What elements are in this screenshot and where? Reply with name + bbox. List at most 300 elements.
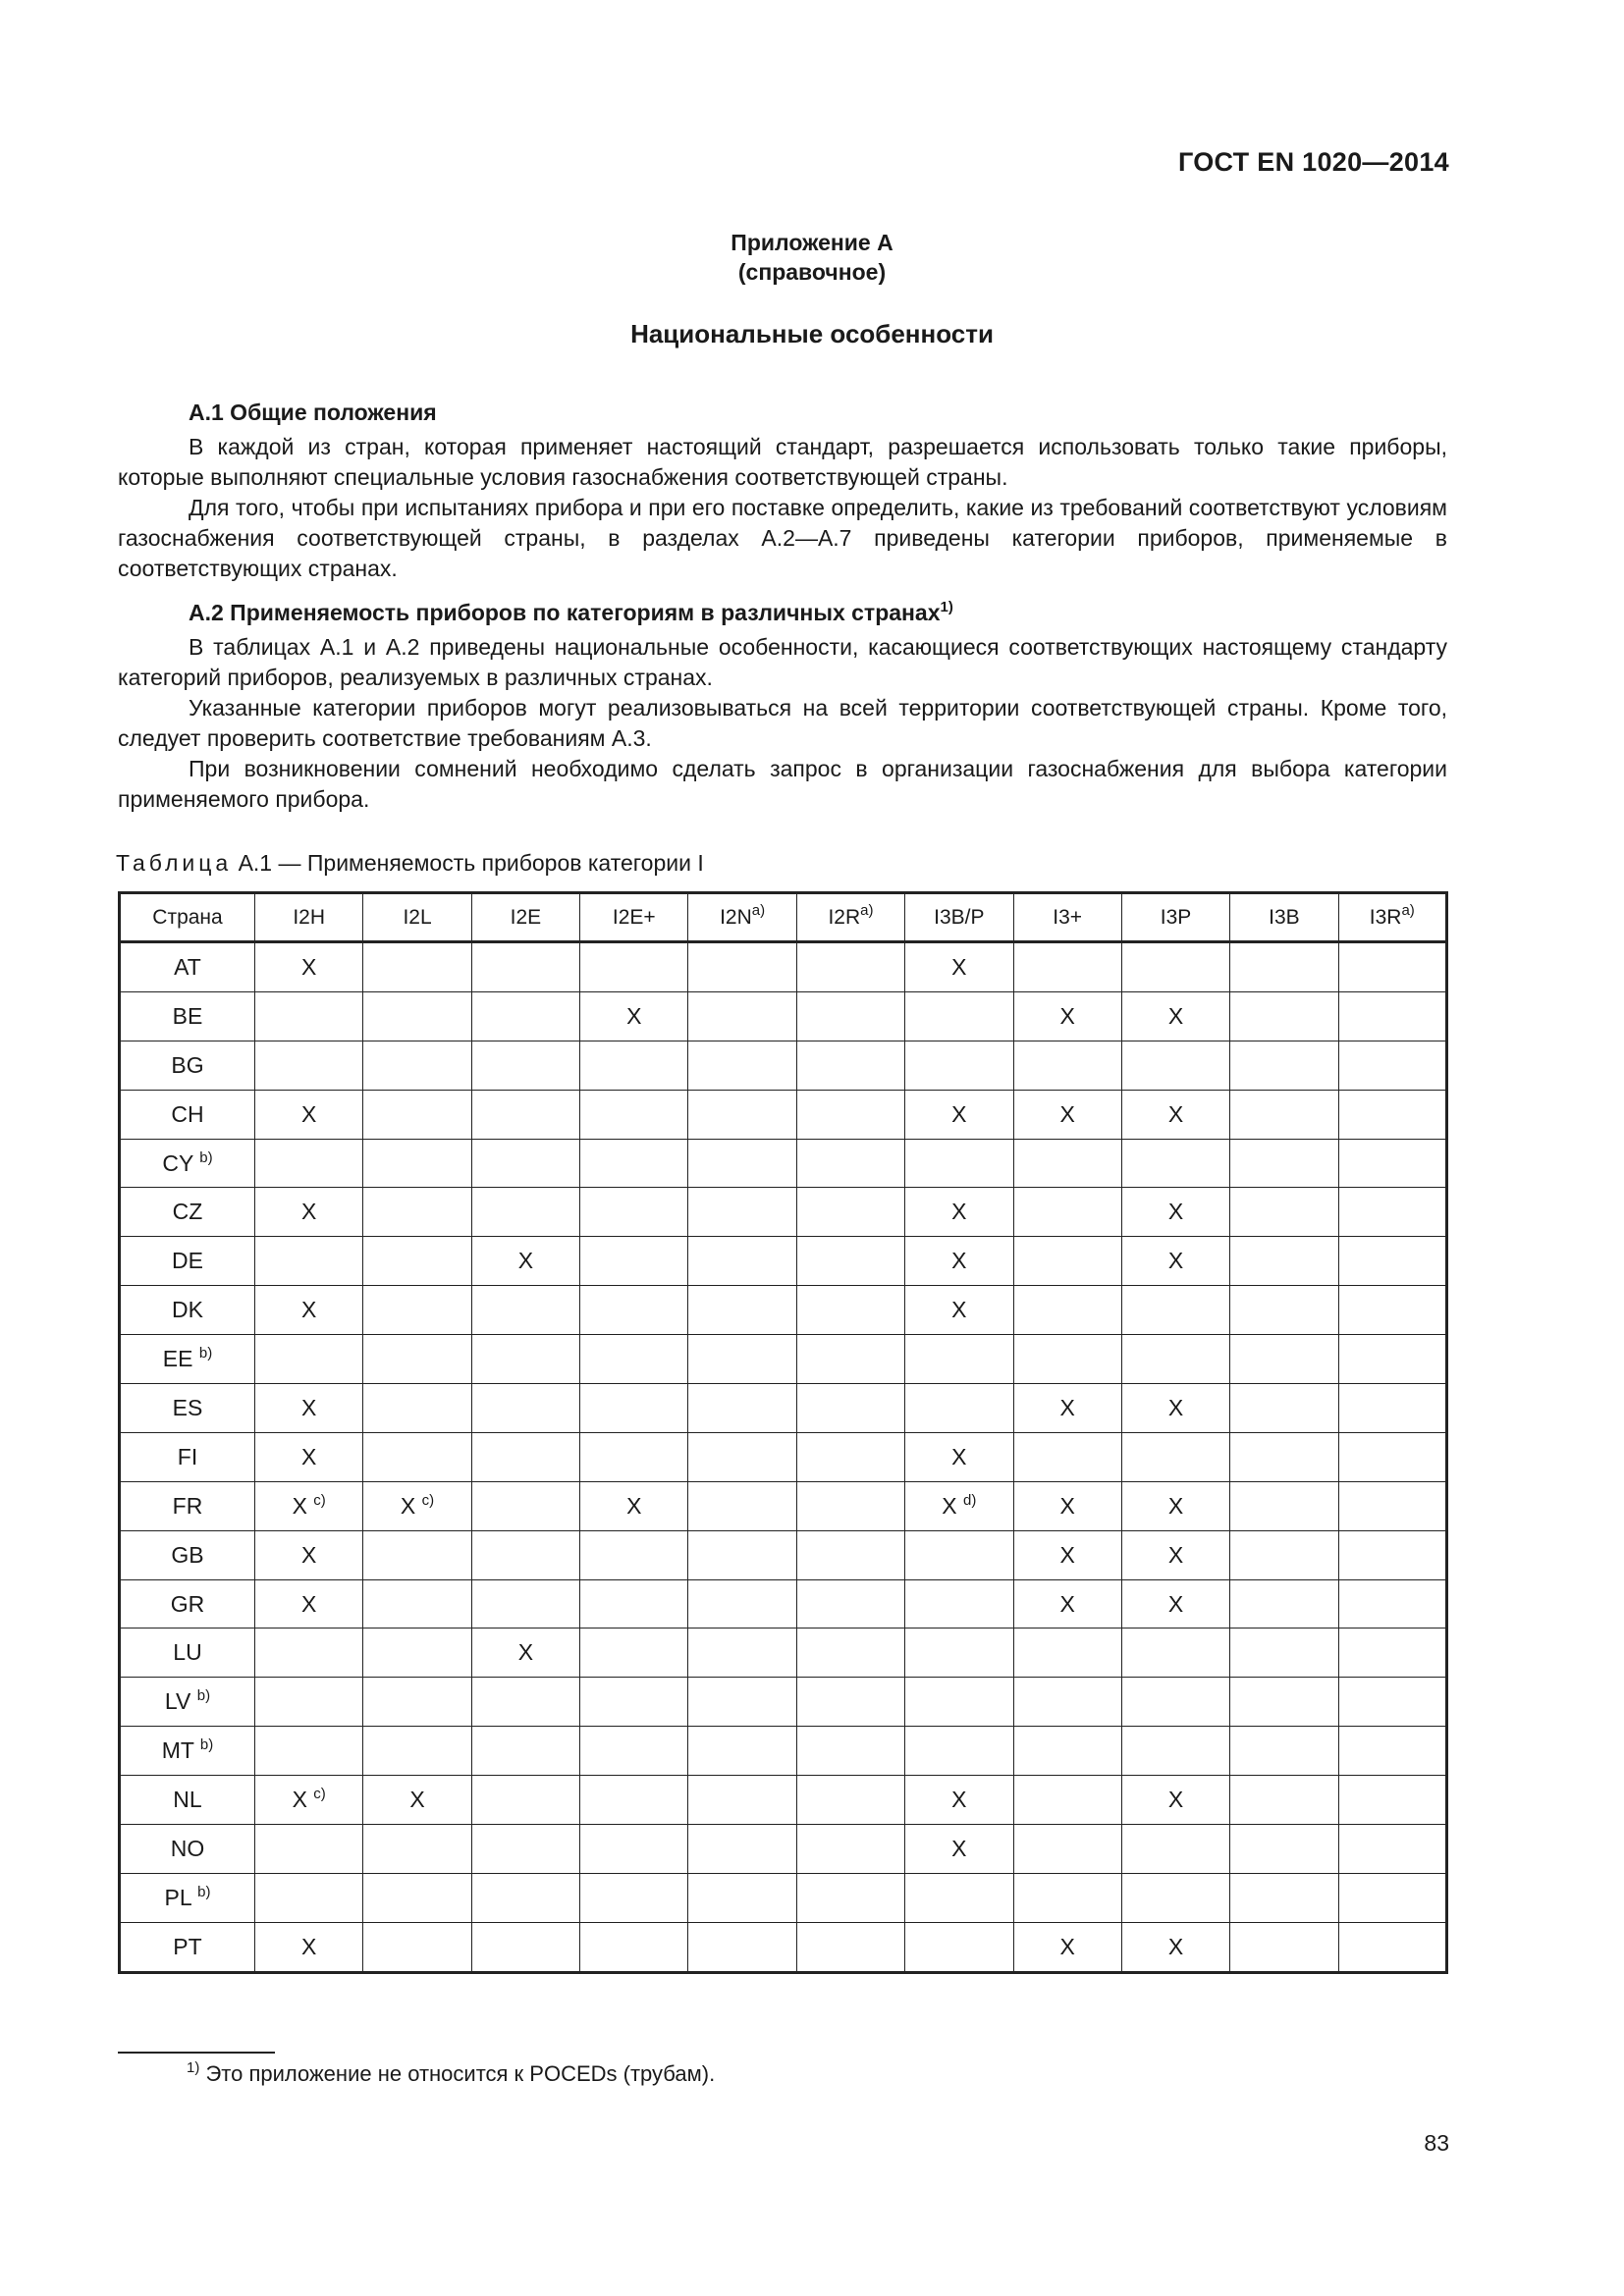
- category-cell: [1121, 1286, 1229, 1335]
- category-cell: [1338, 942, 1446, 992]
- table-row: [120, 1188, 1447, 1237]
- footnote-marker: 1): [187, 2059, 200, 2076]
- category-cell: [1230, 1432, 1338, 1481]
- category-cell: [1013, 1825, 1121, 1874]
- category-cell: [1230, 1873, 1338, 1922]
- category-cell: [363, 1237, 471, 1286]
- category-cell: [1230, 1481, 1338, 1530]
- column-header-category: $I2R^{a)}$: [796, 893, 904, 942]
- category-cell: [1013, 1188, 1121, 1237]
- category-cell: [796, 1873, 904, 1922]
- paragraph: Указанные категории приборов могут реализовываться на всей территории соответствующей страны. Кроме того, следует проверить соответствие требованиям А.3.: [118, 695, 1447, 751]
- category-cell: [1121, 1041, 1229, 1090]
- category-cell: X: [1013, 991, 1121, 1041]
- category-cell: X: [580, 991, 688, 1041]
- category-cell: [1230, 1579, 1338, 1629]
- category-cell: [471, 1873, 579, 1922]
- category-cell: [1230, 1678, 1338, 1727]
- category-cell: [580, 1579, 688, 1629]
- category-cell: [363, 1090, 471, 1139]
- category-cell: [1338, 1825, 1446, 1874]
- country-cell: PT: [120, 1922, 255, 1972]
- category-cell: [796, 991, 904, 1041]
- category-cell: X: [905, 1776, 1013, 1825]
- category-cell: [688, 1286, 796, 1335]
- country-cell: EE $^{b)}$: [120, 1335, 255, 1384]
- paragraph: Для того, чтобы при испытаниях прибора и при его поставке определить, какие из требований соответствуют условиям газоснабжения соответствующей страны, в разделах А.2—А.7 приведены категории приборов, применяемые в соответствующих странах.: [118, 495, 1447, 581]
- category-cell: [255, 1139, 363, 1188]
- category-cell: [688, 1481, 796, 1530]
- country-cell: NL: [120, 1776, 255, 1825]
- table-caption-text: А.1 — Применяемость приборов категории I: [238, 850, 704, 876]
- category-cell: X: [1013, 1384, 1121, 1433]
- category-cell: [1338, 1727, 1446, 1776]
- footnote-ref: 1): [940, 599, 953, 615]
- country-cell: FI: [120, 1432, 255, 1481]
- category-cell: [580, 1237, 688, 1286]
- category-cell: X: [1121, 1237, 1229, 1286]
- category-cell: X: [1121, 1579, 1229, 1629]
- category-cell: [796, 1629, 904, 1678]
- category-cell: [471, 1530, 579, 1579]
- category-cell: [580, 942, 688, 992]
- category-cell: X: [905, 1286, 1013, 1335]
- note-ref: a): [751, 901, 766, 919]
- category-cell: [1230, 1041, 1338, 1090]
- category-cell: [1121, 1139, 1229, 1188]
- paragraph: В каждой из стран, которая применяет настоящий стандарт, разрешается использовать только такие приборы, которые выполняют специальные условия газоснабжения соответствующей страны.: [118, 434, 1447, 490]
- category-cell: X $^{c)}$: [255, 1481, 363, 1530]
- category-cell: [688, 1873, 796, 1922]
- category-cell: [905, 1678, 1013, 1727]
- column-header-category: I2E: [471, 893, 579, 942]
- category-cell: [1121, 942, 1229, 992]
- note-ref: d): [963, 1491, 977, 1509]
- category-cell: [1230, 1530, 1338, 1579]
- table-row: [120, 991, 1447, 1041]
- table-row: [120, 1335, 1447, 1384]
- category-cell: [471, 942, 579, 992]
- category-cell: [1338, 1579, 1446, 1629]
- category-cell: [471, 1825, 579, 1874]
- table-row: [120, 1727, 1447, 1776]
- category-cell: [688, 991, 796, 1041]
- category-cell: [255, 1237, 363, 1286]
- category-cell: X: [1121, 1090, 1229, 1139]
- column-header-category: I3+: [1013, 893, 1121, 942]
- category-cell: [796, 1432, 904, 1481]
- category-cell: [363, 1041, 471, 1090]
- column-header-category: I2H: [255, 893, 363, 942]
- category-cell: [1230, 1384, 1338, 1433]
- note-ref: b): [199, 1148, 213, 1166]
- table-row: [120, 1286, 1447, 1335]
- category-cell: [1013, 1432, 1121, 1481]
- note-ref: a): [1401, 901, 1415, 919]
- category-cell: X: [1121, 1481, 1229, 1530]
- table-row: [120, 942, 1447, 992]
- category-cell: [905, 1335, 1013, 1384]
- country-cell: FR: [120, 1481, 255, 1530]
- column-header-category: I2E+: [580, 893, 688, 942]
- table-row: [120, 1922, 1447, 1972]
- category-cell: [905, 1629, 1013, 1678]
- category-cell: [1338, 1384, 1446, 1433]
- category-cell: [796, 1922, 904, 1972]
- category-cell: [796, 1384, 904, 1433]
- category-cell: [688, 1530, 796, 1579]
- category-cell: [1013, 1335, 1121, 1384]
- category-cell: [580, 1041, 688, 1090]
- category-cell: [1338, 991, 1446, 1041]
- category-cell: X: [1013, 1530, 1121, 1579]
- column-header-country: Страна: [120, 893, 255, 942]
- category-cell: [1338, 1188, 1446, 1237]
- body-text: [118, 398, 1447, 815]
- category-cell: X: [1013, 1481, 1121, 1530]
- note-ref: c): [421, 1491, 435, 1509]
- category-cell: [905, 1139, 1013, 1188]
- note-ref: b): [197, 1883, 211, 1900]
- page-number: 83: [1424, 2130, 1449, 2156]
- category-cell: [1013, 1727, 1121, 1776]
- category-cell: X: [255, 942, 363, 992]
- category-cell: [580, 1432, 688, 1481]
- category-cell: [1230, 1139, 1338, 1188]
- paragraph: При возникновении сомнений необходимо сделать запрос в организации газоснабжения для выбора категории применяемого прибора.: [118, 756, 1447, 812]
- category-cell: [1230, 1090, 1338, 1139]
- category-cell: [363, 1579, 471, 1629]
- table-row: [120, 1873, 1447, 1922]
- country-cell: BG: [120, 1041, 255, 1090]
- category-cell: X: [1121, 1776, 1229, 1825]
- category-cell: [471, 1335, 579, 1384]
- table-row: [120, 1432, 1447, 1481]
- category-cell: X: [1121, 1384, 1229, 1433]
- category-cell: X: [1121, 991, 1229, 1041]
- table-row: [120, 1579, 1447, 1629]
- table-caption: [116, 850, 704, 877]
- category-cell: X: [363, 1776, 471, 1825]
- category-cell: [905, 1384, 1013, 1433]
- category-cell: [1230, 1629, 1338, 1678]
- table-row: [120, 1237, 1447, 1286]
- category-cell: [688, 1629, 796, 1678]
- table-row: [120, 1629, 1447, 1678]
- column-header-category: I2L: [363, 893, 471, 942]
- category-cell: [796, 942, 904, 992]
- category-cell: [471, 1384, 579, 1433]
- category-cell: [1230, 1335, 1338, 1384]
- category-cell: X: [905, 1090, 1013, 1139]
- category-cell: [1338, 1922, 1446, 1972]
- table-row: [120, 1678, 1447, 1727]
- category-cell: [905, 1530, 1013, 1579]
- category-cell: [688, 1335, 796, 1384]
- category-cell: [471, 1139, 579, 1188]
- note-ref: b): [198, 1345, 213, 1362]
- table-row: [120, 1041, 1447, 1090]
- category-cell: [1013, 1776, 1121, 1825]
- category-cell: [255, 1041, 363, 1090]
- category-cell: [1338, 1041, 1446, 1090]
- category-cell: [1338, 1139, 1446, 1188]
- category-cell: [1013, 1629, 1121, 1678]
- category-cell: X: [1121, 1188, 1229, 1237]
- note-ref: c): [313, 1491, 326, 1509]
- category-cell: X: [905, 1237, 1013, 1286]
- category-cell: [580, 1530, 688, 1579]
- category-cell: [471, 991, 579, 1041]
- footnote-text: Это приложение не относится к POCEDs (трубам).: [205, 2061, 716, 2086]
- category-cell: X: [255, 1432, 363, 1481]
- category-cell: [1230, 1727, 1338, 1776]
- category-cell: [471, 1432, 579, 1481]
- category-cell: [1230, 1922, 1338, 1972]
- country-cell: MT $^{b)}$: [120, 1727, 255, 1776]
- country-cell: NO: [120, 1825, 255, 1874]
- table-row: [120, 1776, 1447, 1825]
- category-cell: [363, 1335, 471, 1384]
- annex-title: Приложение А: [731, 230, 893, 255]
- category-cell: [580, 1188, 688, 1237]
- section-heading: А.1 Общие положения: [189, 400, 437, 425]
- category-cell: X: [255, 1530, 363, 1579]
- table-row: [120, 1481, 1447, 1530]
- category-cell: X: [255, 1384, 363, 1433]
- category-cell: [688, 1678, 796, 1727]
- category-cell: X: [905, 1432, 1013, 1481]
- category-cell: X: [1013, 1579, 1121, 1629]
- section-title: Национальные особенности: [630, 319, 994, 348]
- category-cell: [796, 1481, 904, 1530]
- category-cell: [1338, 1481, 1446, 1530]
- annex-heading: [0, 228, 1624, 287]
- category-cell: [905, 1041, 1013, 1090]
- category-cell: [363, 1678, 471, 1727]
- section-heading: А.2 Применяемость приборов по категориям в различных странах$^{1)}$: [189, 599, 953, 625]
- category-cell: [255, 1873, 363, 1922]
- category-cell: X: [1013, 1090, 1121, 1139]
- category-cell: [796, 1579, 904, 1629]
- category-cell: [363, 1384, 471, 1433]
- category-cell: [1230, 1188, 1338, 1237]
- footnote-rule: [118, 2052, 275, 2054]
- category-cell: [688, 1825, 796, 1874]
- country-cell: LU: [120, 1629, 255, 1678]
- category-cell: [796, 1530, 904, 1579]
- category-cell: [471, 1286, 579, 1335]
- category-cell: [363, 942, 471, 992]
- category-cell: [688, 1922, 796, 1972]
- category-cell: [363, 991, 471, 1041]
- category-cell: [1338, 1629, 1446, 1678]
- category-cell: [580, 1139, 688, 1188]
- standard-code: ГОСТ EN 1020—2014: [1177, 147, 1449, 177]
- category-cell: [580, 1286, 688, 1335]
- category-cell: [471, 1776, 579, 1825]
- category-cell: [1121, 1432, 1229, 1481]
- country-cell: GB: [120, 1530, 255, 1579]
- category-cell: X: [255, 1286, 363, 1335]
- category-cell: [471, 1090, 579, 1139]
- country-cell: CH: [120, 1090, 255, 1139]
- category-cell: [796, 1825, 904, 1874]
- category-cell: [796, 1727, 904, 1776]
- category-cell: [796, 1286, 904, 1335]
- category-cell: [255, 991, 363, 1041]
- category-cell: [363, 1286, 471, 1335]
- column-header-category: I3P: [1121, 893, 1229, 942]
- category-cell: [796, 1090, 904, 1139]
- footnote: [187, 2061, 715, 2087]
- table-caption-label: Таблица: [116, 850, 233, 876]
- category-cell: X $^{c)}$: [255, 1776, 363, 1825]
- category-cell: [796, 1041, 904, 1090]
- category-cell: [1338, 1776, 1446, 1825]
- category-table: [118, 891, 1448, 1974]
- category-cell: [1230, 1286, 1338, 1335]
- category-cell: [1013, 1041, 1121, 1090]
- category-cell: [688, 1432, 796, 1481]
- category-cell: [796, 1139, 904, 1188]
- country-cell: DE: [120, 1237, 255, 1286]
- country-cell: CY $^{b)}$: [120, 1139, 255, 1188]
- category-cell: X: [255, 1579, 363, 1629]
- category-cell: [688, 942, 796, 992]
- table-row: [120, 1530, 1447, 1579]
- category-cell: X: [255, 1922, 363, 1972]
- category-cell: [255, 1825, 363, 1874]
- category-cell: [255, 1727, 363, 1776]
- category-cell: [1013, 1237, 1121, 1286]
- category-cell: X: [580, 1481, 688, 1530]
- category-cell: [255, 1678, 363, 1727]
- category-cell: [471, 1481, 579, 1530]
- category-cell: [580, 1825, 688, 1874]
- category-cell: X: [255, 1188, 363, 1237]
- category-cell: [796, 1237, 904, 1286]
- note-ref: a): [860, 901, 874, 919]
- annex-type: (справочное): [737, 259, 887, 285]
- category-cell: [1338, 1530, 1446, 1579]
- category-cell: [363, 1530, 471, 1579]
- category-cell: [471, 1727, 579, 1776]
- category-cell: X: [905, 1825, 1013, 1874]
- category-cell: [580, 1384, 688, 1433]
- table-row: [120, 1825, 1447, 1874]
- category-cell: X: [905, 942, 1013, 992]
- category-cell: [1230, 1776, 1338, 1825]
- category-cell: [796, 1188, 904, 1237]
- category-cell: [1121, 1727, 1229, 1776]
- category-cell: [363, 1727, 471, 1776]
- category-cell: [580, 1873, 688, 1922]
- category-cell: [1338, 1335, 1446, 1384]
- category-cell: [1338, 1678, 1446, 1727]
- category-cell: [580, 1727, 688, 1776]
- category-cell: [688, 1579, 796, 1629]
- table-row: [120, 1384, 1447, 1433]
- category-cell: [1230, 991, 1338, 1041]
- category-cell: [1338, 1286, 1446, 1335]
- category-cell: [471, 1922, 579, 1972]
- column-header-category: I3B/P: [905, 893, 1013, 942]
- category-cell: [1338, 1090, 1446, 1139]
- category-cell: [1121, 1335, 1229, 1384]
- category-cell: [363, 1922, 471, 1972]
- category-cell: X: [905, 1188, 1013, 1237]
- category-cell: [688, 1237, 796, 1286]
- category-cell: [688, 1384, 796, 1433]
- category-cell: [1338, 1237, 1446, 1286]
- category-cell: [1230, 1825, 1338, 1874]
- category-cell: [471, 1678, 579, 1727]
- country-cell: AT: [120, 942, 255, 992]
- category-cell: [363, 1432, 471, 1481]
- note-ref: b): [196, 1687, 211, 1705]
- category-cell: [1121, 1825, 1229, 1874]
- column-header-category: $I3R^{a)}$: [1338, 893, 1446, 942]
- category-cell: [905, 991, 1013, 1041]
- category-cell: [255, 1629, 363, 1678]
- category-cell: X: [255, 1090, 363, 1139]
- category-cell: [796, 1678, 904, 1727]
- category-cell: [688, 1727, 796, 1776]
- column-header-category: I3B: [1230, 893, 1338, 942]
- category-cell: [688, 1776, 796, 1825]
- category-cell: [363, 1139, 471, 1188]
- category-cell: [580, 1090, 688, 1139]
- country-cell: DK: [120, 1286, 255, 1335]
- category-cell: [688, 1090, 796, 1139]
- category-cell: [1013, 1678, 1121, 1727]
- country-cell: PL $^{b)}$: [120, 1873, 255, 1922]
- category-cell: X $^{c)}$: [363, 1481, 471, 1530]
- category-cell: [363, 1825, 471, 1874]
- category-cell: [905, 1922, 1013, 1972]
- category-cell: [580, 1629, 688, 1678]
- category-cell: X: [471, 1629, 579, 1678]
- category-cell: X: [1121, 1922, 1229, 1972]
- category-cell: [796, 1335, 904, 1384]
- category-cell: X $^{d)}$: [905, 1481, 1013, 1530]
- category-cell: [1013, 942, 1121, 992]
- country-cell: LV $^{b)}$: [120, 1678, 255, 1727]
- category-cell: [1013, 1286, 1121, 1335]
- paragraph: В таблицах А.1 и А.2 приведены национальные особенности, касающиеся соответствующих настоящему стандарту категорий приборов, реализуемых в различных странах.: [118, 634, 1447, 690]
- category-cell: [363, 1873, 471, 1922]
- category-cell: [471, 1579, 579, 1629]
- category-cell: [905, 1579, 1013, 1629]
- category-cell: [796, 1776, 904, 1825]
- country-cell: CZ: [120, 1188, 255, 1237]
- category-cell: X: [1121, 1530, 1229, 1579]
- category-cell: [580, 1678, 688, 1727]
- column-header-category: $I2N^{a)}$: [688, 893, 796, 942]
- category-cell: [1013, 1139, 1121, 1188]
- country-cell: BE: [120, 991, 255, 1041]
- category-cell: [471, 1041, 579, 1090]
- note-ref: c): [313, 1786, 326, 1803]
- category-cell: [363, 1629, 471, 1678]
- category-cell: X: [471, 1237, 579, 1286]
- category-cell: [255, 1335, 363, 1384]
- category-cell: X: [1013, 1922, 1121, 1972]
- category-cell: [688, 1139, 796, 1188]
- category-cell: [905, 1727, 1013, 1776]
- category-cell: [1121, 1678, 1229, 1727]
